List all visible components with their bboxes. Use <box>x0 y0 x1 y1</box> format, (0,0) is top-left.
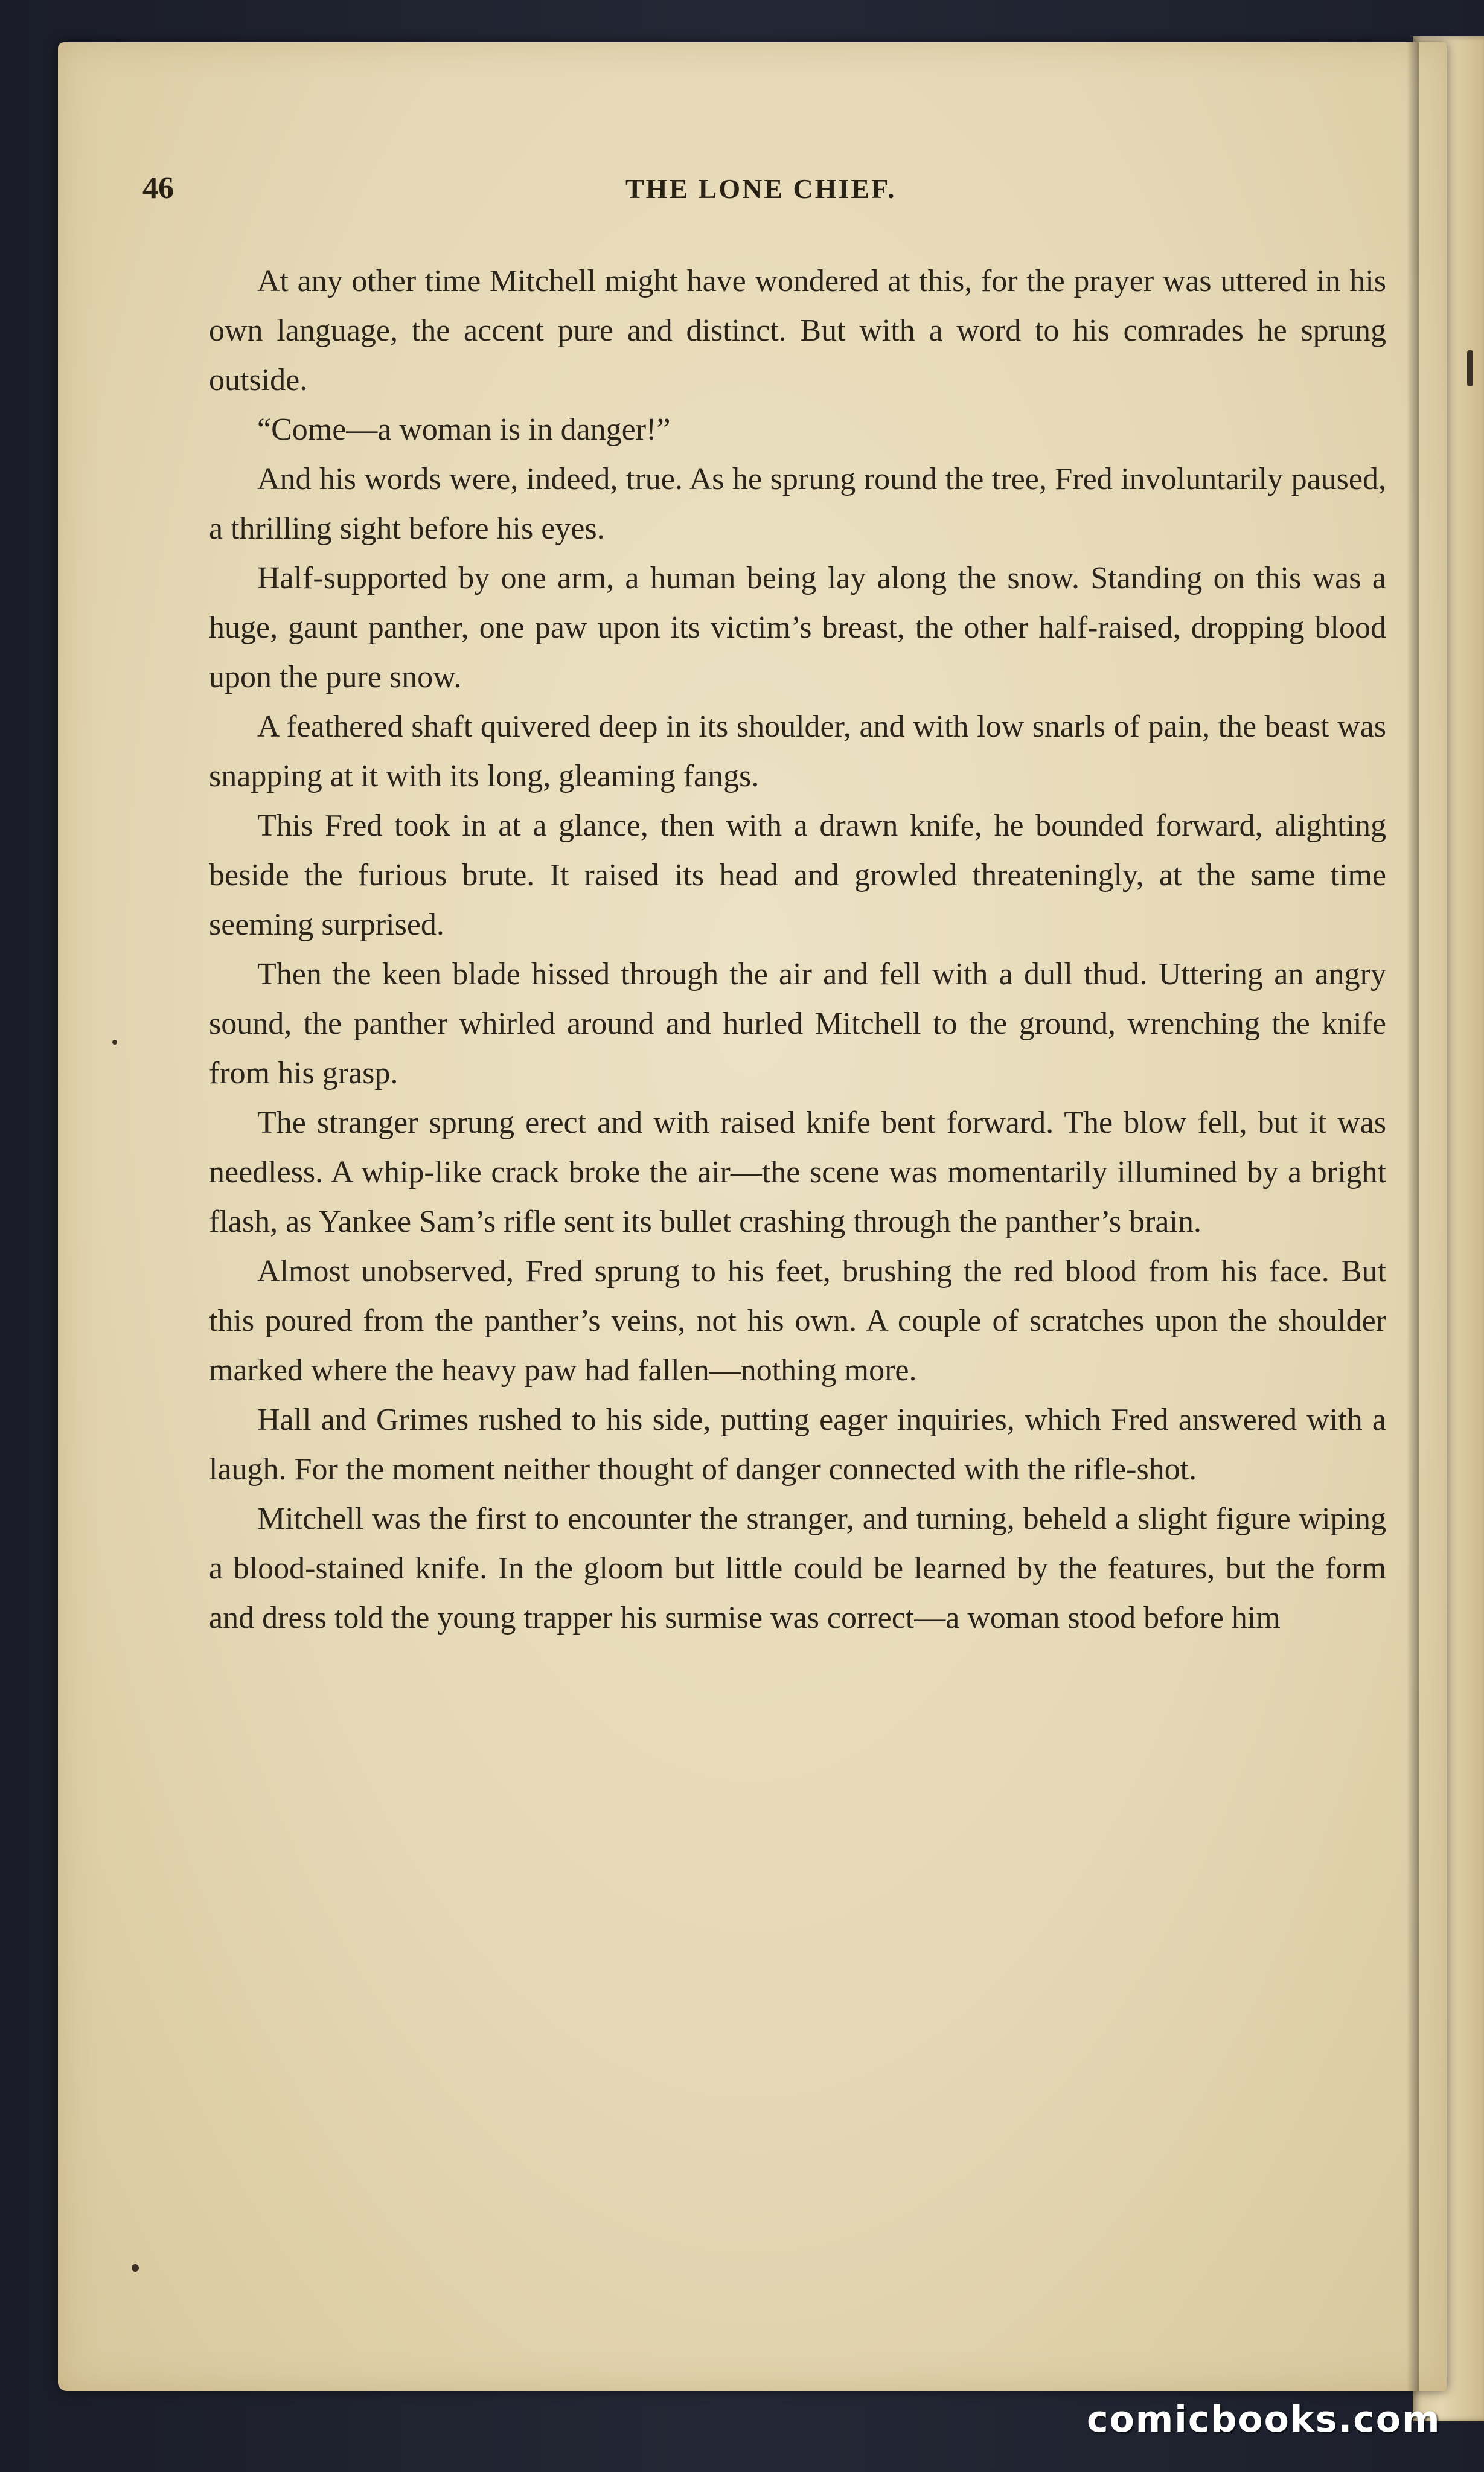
paragraph: This Fred took in at a glance, then with a drawn knife, he bounded forward, alighting beside the furious brute. It raised its head and growled threateningly, at the same time seeming surprised. <box>209 809 1386 942</box>
paragraph: Half-supported by one arm, a human being lay along the snow. Standing on this was a huge, gaunt panther, one paw upon its victim’s breast, the other half-raised, dropping blood upon the pure snow. <box>209 561 1386 694</box>
paragraph: At any other time Mitchell might have wondered at this, for the prayer was uttered in his own language, the accent pure and distinct. But with a word to his comrades he sprung outside. <box>209 264 1386 397</box>
watermark: comicbooks.com <box>1087 2398 1441 2441</box>
page-body-text <box>209 257 1386 1643</box>
paragraph: And his words were, indeed, true. As he sprung round the tree, Fred involuntarily paused, a thrilling sight before his eyes. <box>209 462 1386 546</box>
ink-speck <box>132 2264 139 2272</box>
paragraph: “Come—a woman is in danger!” <box>257 412 671 447</box>
paragraph: Almost unobserved, Fred sprung to his feet, brushing the red blood from his face. But this poured from the panther’s veins, not his own. A couple of scratches upon the shoulder marked where the heavy paw had fallen—nothing more. <box>209 1254 1386 1388</box>
paragraph: Then the keen blade hissed through the air and fell with a dull thud. Uttering an angry sound, the panther whirled around and hurled Mitchell to the ground, wrenching the knife from his grasp. <box>209 957 1386 1090</box>
ink-speck <box>112 1040 117 1045</box>
running-title: THE LONE CHIEF. <box>625 173 897 204</box>
paragraph: The stranger sprung erect and with raised knife bent forward. The blow fell, but it was needless. A whip-like crack broke the air—the scene was momentarily illumined by a bright flash, as Yankee Sam’s rifle sent its bullet crashing through the panther’s brain. <box>209 1106 1386 1239</box>
page-number: 46 <box>142 171 174 205</box>
binding-shadow <box>1407 42 1419 2391</box>
paragraph: Mitchell was the first to encounter the stranger, and turning, beheld a slight figure wiping a blood-stained knife. In the gloom but little could be learned by the features, but the form and dress told the young trapper his surmise was correct—a woman stood before him <box>209 1502 1386 1635</box>
paragraph: Hall and Grimes rushed to his side, putting eager inquiries, which Fred answered with a laugh. For the moment neither thought of danger connected with the rifle-shot. <box>209 1403 1386 1487</box>
paragraph: A feathered shaft quivered deep in its shoulder, and with low snarls of pain, the beast was snapping at it with its long, gleaming fangs. <box>209 709 1386 793</box>
edge-mark <box>1467 350 1473 386</box>
